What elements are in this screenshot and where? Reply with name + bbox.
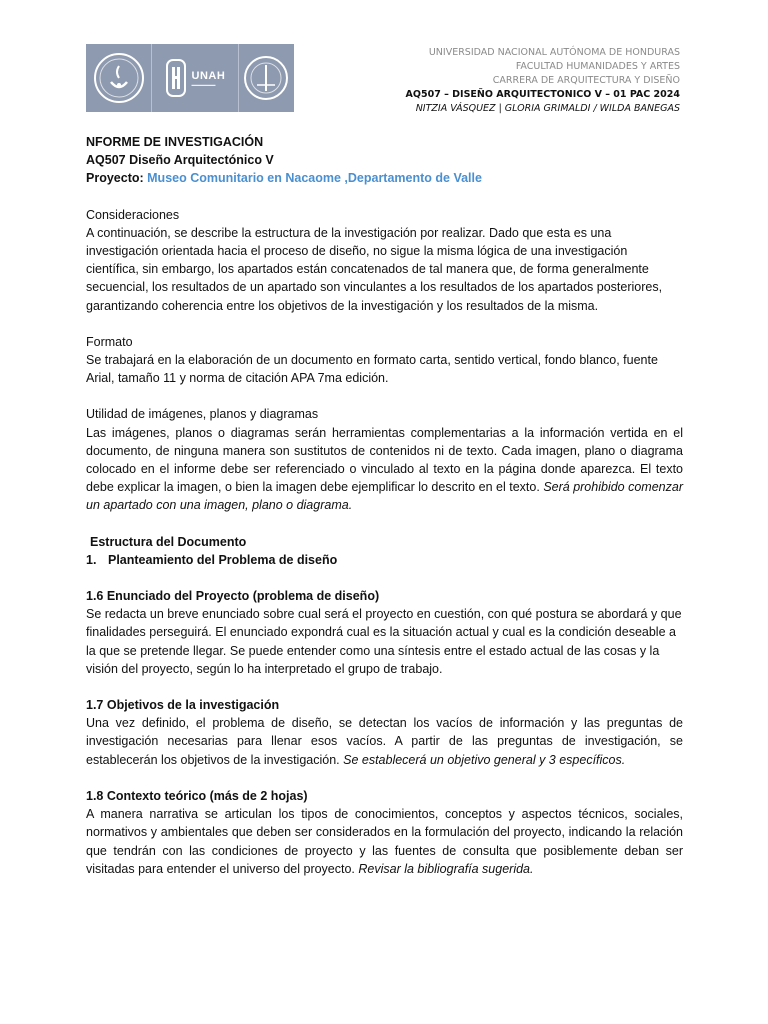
section-1-6-heading: 1.6 Enunciado del Proyecto (problema de diseño) bbox=[86, 589, 380, 604]
estructura-item-number: 1. bbox=[86, 552, 97, 567]
faculty-name: FACULTAD HUMANIDADES Y ARTES bbox=[515, 61, 680, 72]
section-1-8-paragraph bbox=[86, 805, 683, 878]
project-line bbox=[86, 169, 683, 187]
utilidad-paragraph bbox=[86, 424, 683, 515]
career-seal-logo bbox=[238, 44, 294, 112]
project-label: Proyecto: bbox=[86, 171, 144, 186]
section-1-8-note: Revisar la bibliografía sugerida. bbox=[358, 861, 534, 876]
institutional-logo-band bbox=[86, 44, 294, 112]
formato-heading: Formato bbox=[86, 334, 133, 349]
faculty-seal-logo bbox=[86, 44, 151, 112]
section-1-6-text: Se redacta un breve enunciado sobre cual será el proyecto en cuestión, con qué postura se abordará y que finalidades perseguirá. El enunciado expondrá cual es la situación actual y cual es la condición deseable a la que se pretende llegar. Se puede entender como una síntesis entre el estado actual de las cosas y la visión del proyecto, según lo ha interpretado el grupo de trabajo. bbox=[86, 607, 682, 676]
utilidad-heading: Utilidad de imágenes, planos y diagramas bbox=[86, 407, 319, 422]
estructura-heading: Estructura del Documento bbox=[90, 534, 247, 549]
section-1-8-heading: 1.8 Contexto teórico (más de 2 hojas) bbox=[86, 788, 308, 803]
course-line: AQ507 – DISEÑO ARQUITECTONICO V – 01 PAC 2024 bbox=[405, 89, 680, 100]
career-name: CARRERA DE ARQUITECTURA Y DISEÑO bbox=[492, 75, 680, 86]
seal-icon bbox=[93, 52, 145, 104]
section-1-7-paragraph bbox=[86, 714, 683, 769]
university-name: UNIVERSIDAD NACIONAL AUTÓNOMA DE HONDURAS bbox=[428, 47, 680, 58]
document-body bbox=[86, 133, 683, 878]
section-1-7-heading: 1.7 Objetivos de la investigación bbox=[86, 698, 280, 713]
unah-logo-text: UNAH bbox=[191, 69, 226, 82]
utilidad-note: Será prohibido comenzar un apartado con una imagen, plano o diagrama. bbox=[86, 480, 683, 513]
institution-header bbox=[406, 46, 680, 116]
unah-shield-icon bbox=[165, 58, 187, 98]
unah-logo: UNAH ▬▬▬▬▬▬ bbox=[151, 44, 237, 112]
section-1-7-note: Se establecerá un objetivo general y 3 específicos. bbox=[343, 752, 626, 767]
section-1-8-text: A manera narrativa se articulan los tipos de conocimientos, conceptos y aspectos técnicos, sociales, normativos y ambientales que deben ser considerados en la formulación del proyecto, indicando la relación que tendrán con las condiciones de proyecto y las fuentes de consulta que posiblemente deban ser visitadas para entender el universo del proyecto. bbox=[86, 807, 683, 876]
project-name: Museo Comunitario en Nacaome ,Departamento de Valle bbox=[147, 171, 482, 186]
section-1-7-text: Una vez definido, el problema de diseño, se detectan los vacíos de información y las preguntas de investigación necesarias para llenar esos vacíos. A partir de las preguntas de investigación, se establecerán los objetivos de la investigación. bbox=[86, 716, 683, 767]
document-subtitle: AQ507 Diseño Arquitectónico V bbox=[86, 153, 274, 168]
estructura-item-label: Planteamiento del Problema de diseño bbox=[108, 552, 338, 567]
formato-text: Se trabajará en la elaboración de un documento en formato carta, sentido vertical, fondo blanco, fuente Arial, tamaño 11 y norma de citación APA 7ma edición. bbox=[86, 353, 658, 386]
authors-line: NITZIA VÁSQUEZ | GLORIA GRIMALDI / WILDA BANEGAS bbox=[415, 103, 680, 114]
utilidad-text: Las imágenes, planos o diagramas serán herramientas complementarias a la información vertida en el documento, de ninguna manera son sustitutos de contenidos ni de texto. Cada imagen, plano o diagrama colocado en el informe debe ser referenciado o vinculado al texto en la página donde aparezca. El texto debe explicar la imagen, o bien la imagen debe ejemplificar lo descrito en el texto. bbox=[86, 425, 683, 495]
consideraciones-text: A continuación, se describe la estructura de la investigación por realizar. Dado que esta es una investigación orientada hacia el proceso de diseño, no sigue la misma lógica de una investigación científica, sin embargo, los apartados están concatenados de tal manera que, de forma generalmente secuencial, los resultados de un apartado son vinculantes a los resultados de los apartados posteriores, garantizando coherencia entre los objetivos de la investigación y los resultados de la misma. bbox=[86, 225, 663, 313]
consideraciones-heading: Consideraciones bbox=[86, 207, 180, 222]
career-seal-icon bbox=[243, 55, 289, 101]
document-title: NFORME DE INVESTIGACIÓN bbox=[86, 135, 264, 149]
estructura-item bbox=[86, 551, 683, 569]
